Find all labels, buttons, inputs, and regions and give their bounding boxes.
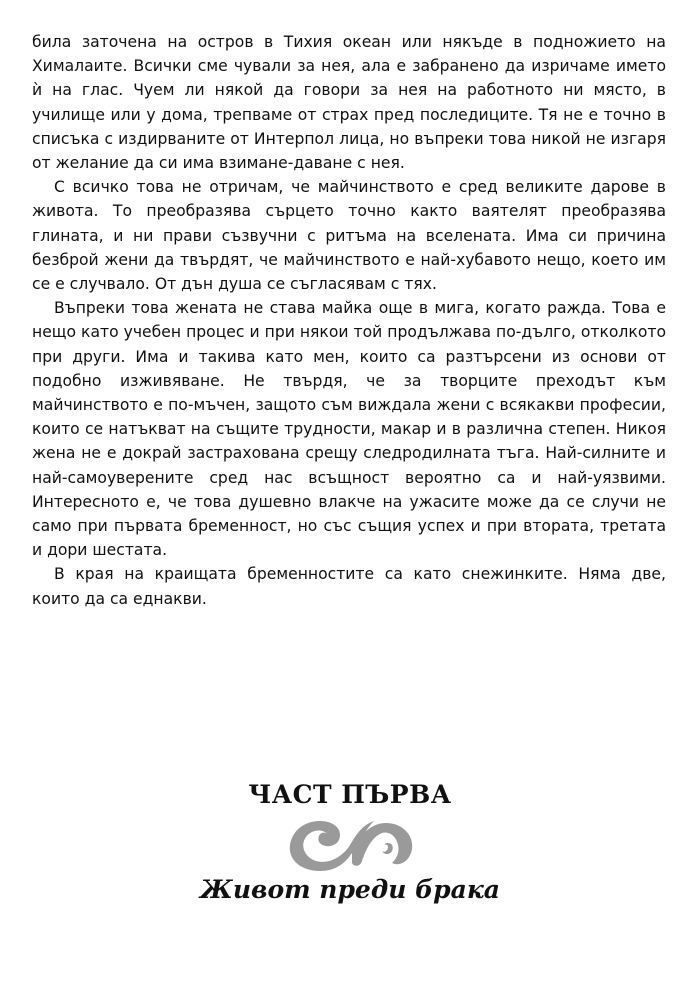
body-text: [32, 30, 666, 611]
paragraph-1: била заточена на остров в Тихия океан или някъде в подножието на Хималаите. Всички сме чували за нея, ала е забранено да изричаме името ѝ на глас. Чуем ли някой да говори за нея на работното ни място, в училище или у дома, трепваме от страх пред последиците. Тя не е точно в списъка с издирваните от Интерпол лица, но въпреки това никой не изгаря от желание да си има взимане-даване с нея.: [32, 33, 666, 173]
chapter-title: Живот преди брака: [200, 875, 500, 904]
part-title: ЧАСТ ПЪРВА: [248, 780, 452, 809]
paragraph-3: Въпреки това жената не става майка още в мига, когато ражда. Това е нещо като учебен процес и при някои той продължава по-дълго, отколкото при други. Има и такива като мен, които са разтърсени из основи от подобно изживяване. Не твърдя, че за творците преходът към майчинството е по-мъчен, защото съм виждала жени с всякакви професии, които се натъкват на същите трудности, макар и в различна степен. Никоя жена не е докрай застрахована срещу следродилната тъга. Най-силните и най-самоуверените сред нас всъщност вероятно са и най-уязвими. Интересното е, че това душевно влакче на ужасите може да се случи не само при първата бременност, но със същия успех и при втората, третата и дори шестата.: [32, 299, 666, 560]
paragraph-2: С всичко това не отричам, че майчинството е сред великите дарове в живота. То преобразява сърцето точно както ваятелят преобразява глината, и ни прави съзвучни с ритъма на вселената. Има си причина безброй жени да твърдят, че майчинството е най-хубавото нещо, което им се е случвало. От дън душа се съгласявам с тях.: [32, 178, 666, 294]
swirl-ornament-icon: [286, 815, 416, 873]
paragraph-4: В края на краищата бременностите са като снежинките. Няма две, които да са еднакви.: [32, 565, 666, 608]
